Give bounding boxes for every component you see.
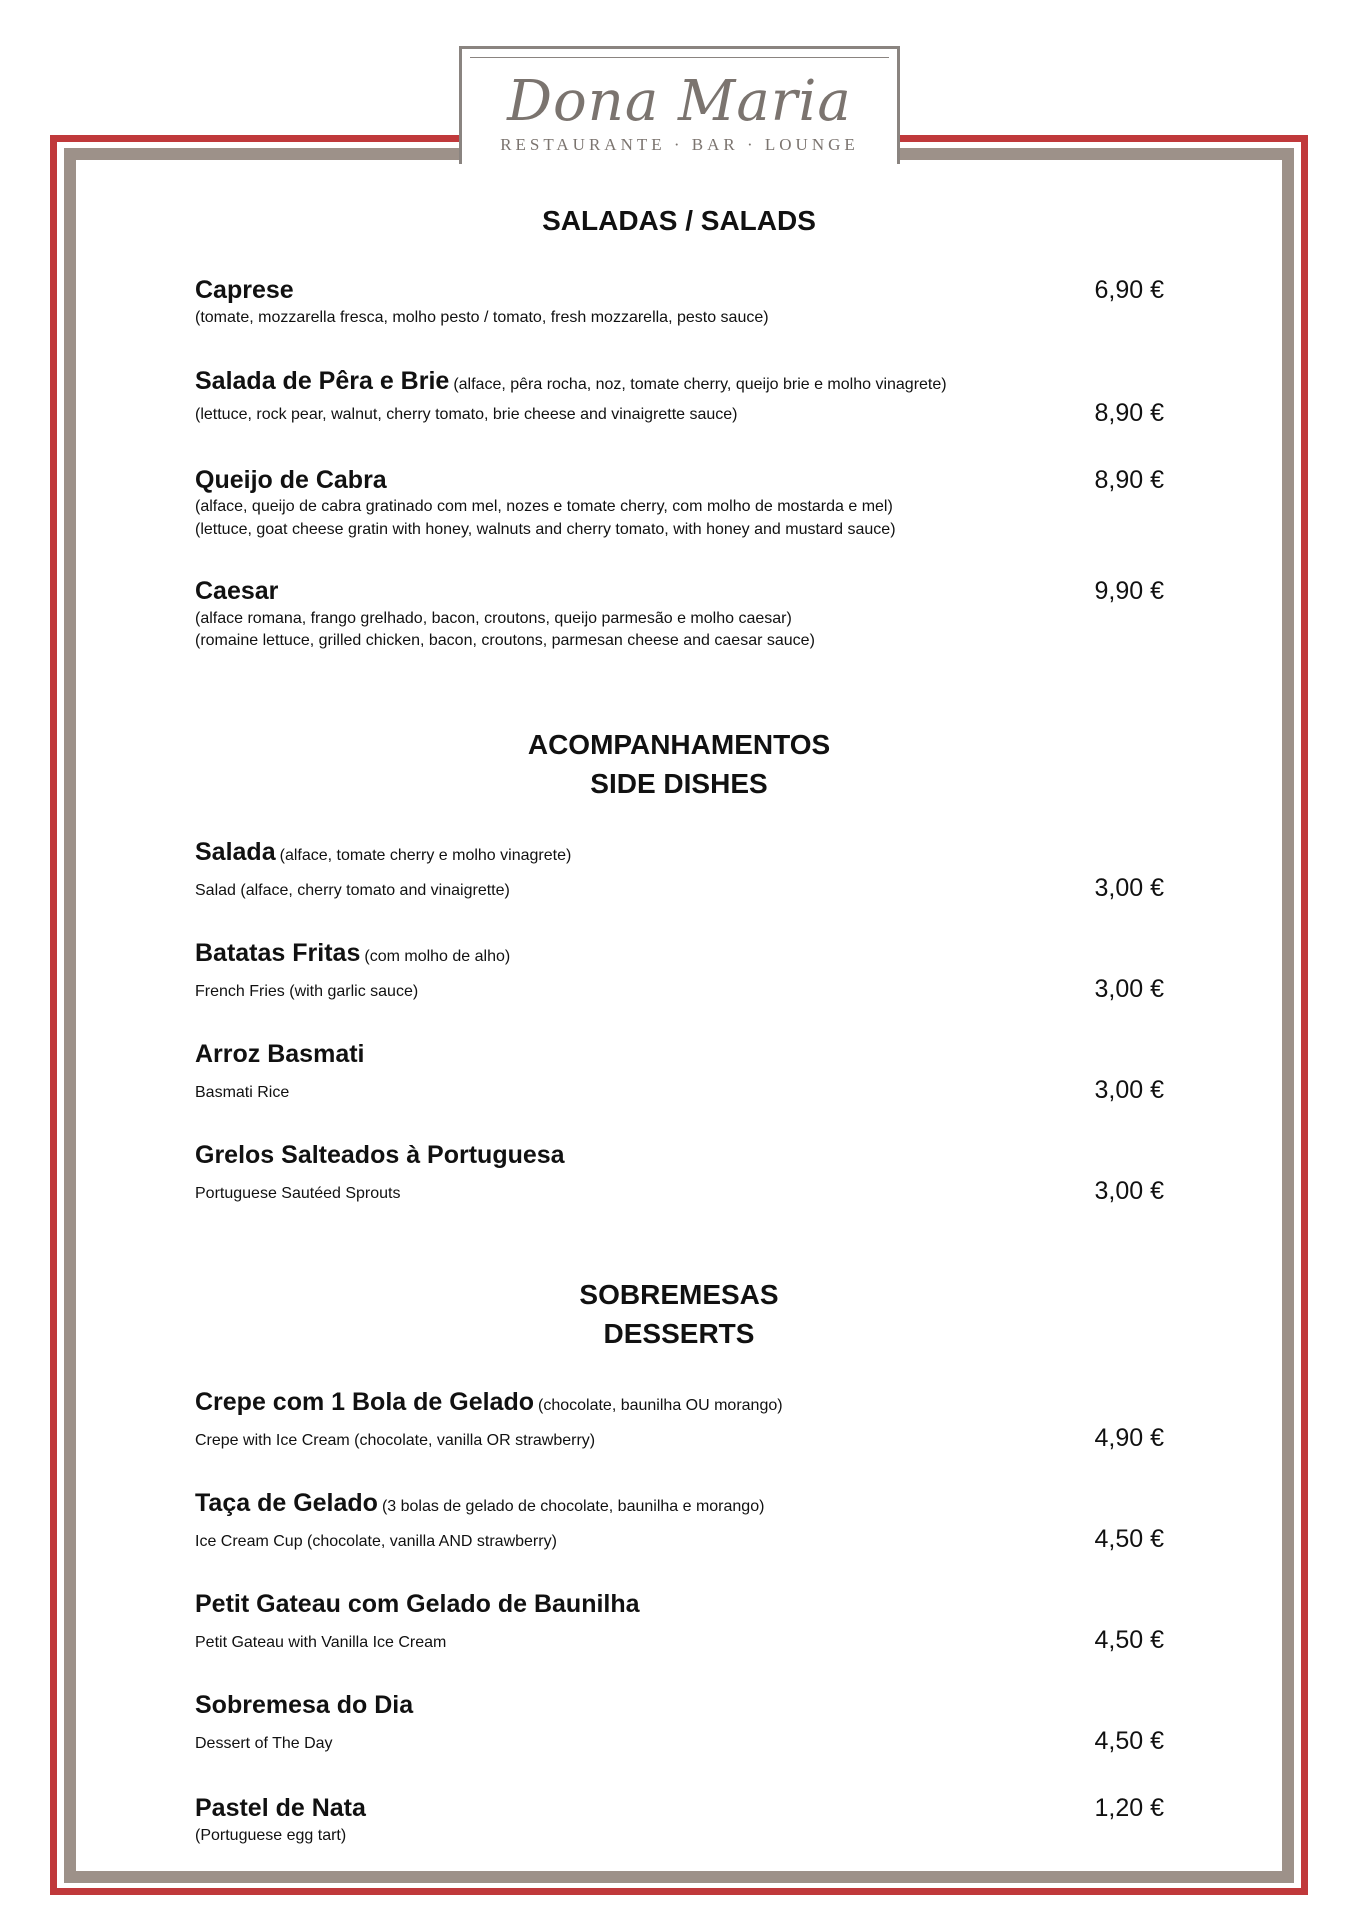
item-description: (tomate, mozzarella fresca, molho pesto / tomato, fresh mozzarella, pesto sauce) [195,309,769,326]
item-name [195,838,571,867]
item-inline-description: (alface, tomate cherry e molho vinagrete) [279,847,572,864]
item-description-english: (romaine lettuce, grilled chicken, bacon, croutons, parmesan cheese and caesar sauce) [195,632,815,649]
item-name: Caprese [195,276,294,304]
item-name: Grelos Salteados à Portuguesa [195,1141,565,1169]
item-name: Caesar [195,577,279,605]
brand-tagline: RESTAURANTE · BAR · LOUNGE [500,135,859,154]
item-description: Portuguese Sautéed Sprouts [195,1185,401,1202]
item-price: 4,90 € [1094,1424,1164,1452]
item-price: 3,00 € [1094,874,1164,902]
section-title-desserts: SOBREMESAS [579,1279,779,1310]
item-inline-description: (alface, pêra rocha, noz, tomate cherry, queijo brie e molho vinagrete) [453,376,947,393]
section-subtitle-desserts: DESSERTS [603,1318,755,1349]
section-subtitle-sides: SIDE DISHES [590,768,768,799]
item-name-text: Crepe com 1 Bola de Gelado [195,1388,534,1416]
item-description: Dessert of The Day [195,1735,333,1752]
item-price: 8,90 € [1094,466,1164,494]
item-price: 4,50 € [1094,1727,1164,1755]
item-description: Petit Gateau with Vanilla Ice Cream [195,1634,447,1651]
item-description-english: (lettuce, goat cheese gratin with honey, walnuts and cherry tomato, with honey and mustard sauce) [195,521,896,538]
item-name-text: Salada de Pêra e Brie [195,367,450,395]
item-description: (alface romana, frango grelhado, bacon, croutons, queijo parmesão e molho caesar) [195,610,792,627]
item-price: 9,90 € [1094,577,1164,605]
item-price: 3,00 € [1094,1076,1164,1104]
item-price: 4,50 € [1094,1525,1164,1553]
item-name: Petit Gateau com Gelado de Baunilha [195,1590,640,1618]
item-name [195,1388,783,1417]
item-name [195,1489,764,1518]
item-name [195,939,510,968]
item-price: 3,00 € [1094,975,1164,1003]
item-inline-description: (com molho de alho) [364,948,511,965]
item-name [195,367,947,396]
item-description: (alface, queijo de cabra gratinado com mel, nozes e tomate cherry, com molho de mostarda e mel) [195,498,893,515]
item-description: Crepe with Ice Cream (chocolate, vanilla OR strawberry) [195,1432,596,1449]
item-price: 1,20 € [1094,1794,1164,1822]
item-description: (Portuguese egg tart) [195,1827,347,1844]
brand-name: Dona Maria [507,69,852,134]
item-description: Basmati Rice [195,1084,290,1101]
item-inline-description: (3 bolas de gelado de chocolate, baunilha e morango) [381,1498,765,1515]
item-description: Ice Cream Cup (chocolate, vanilla AND strawberry) [195,1533,557,1550]
item-inline-description: (chocolate, baunilha OU morango) [538,1397,783,1414]
item-name: Sobremesa do Dia [195,1691,414,1719]
item-name: Queijo de Cabra [195,466,387,494]
item-name-text: Batatas Fritas [195,939,361,967]
brand-logo [459,46,900,164]
logo-rule [470,57,889,58]
item-description: (lettuce, rock pear, walnut, cherry tomato, brie cheese and vinaigrette sauce) [195,406,738,423]
item-description: French Fries (with garlic sauce) [195,983,419,1000]
section-title-salads: SALADAS / SALADS [542,205,816,236]
item-name-text: Salada [195,838,276,866]
item-price: 8,90 € [1094,399,1164,427]
item-price: 4,50 € [1094,1626,1164,1654]
item-price: 3,00 € [1094,1177,1164,1205]
section-title-sides: ACOMPANHAMENTOS [527,729,831,760]
item-name: Pastel de Nata [195,1794,366,1822]
item-name: Arroz Basmati [195,1040,365,1068]
item-description: Salad (alface, cherry tomato and vinaigrette) [195,882,510,899]
item-price: 6,90 € [1094,276,1164,304]
item-name-text: Taça de Gelado [195,1489,378,1517]
